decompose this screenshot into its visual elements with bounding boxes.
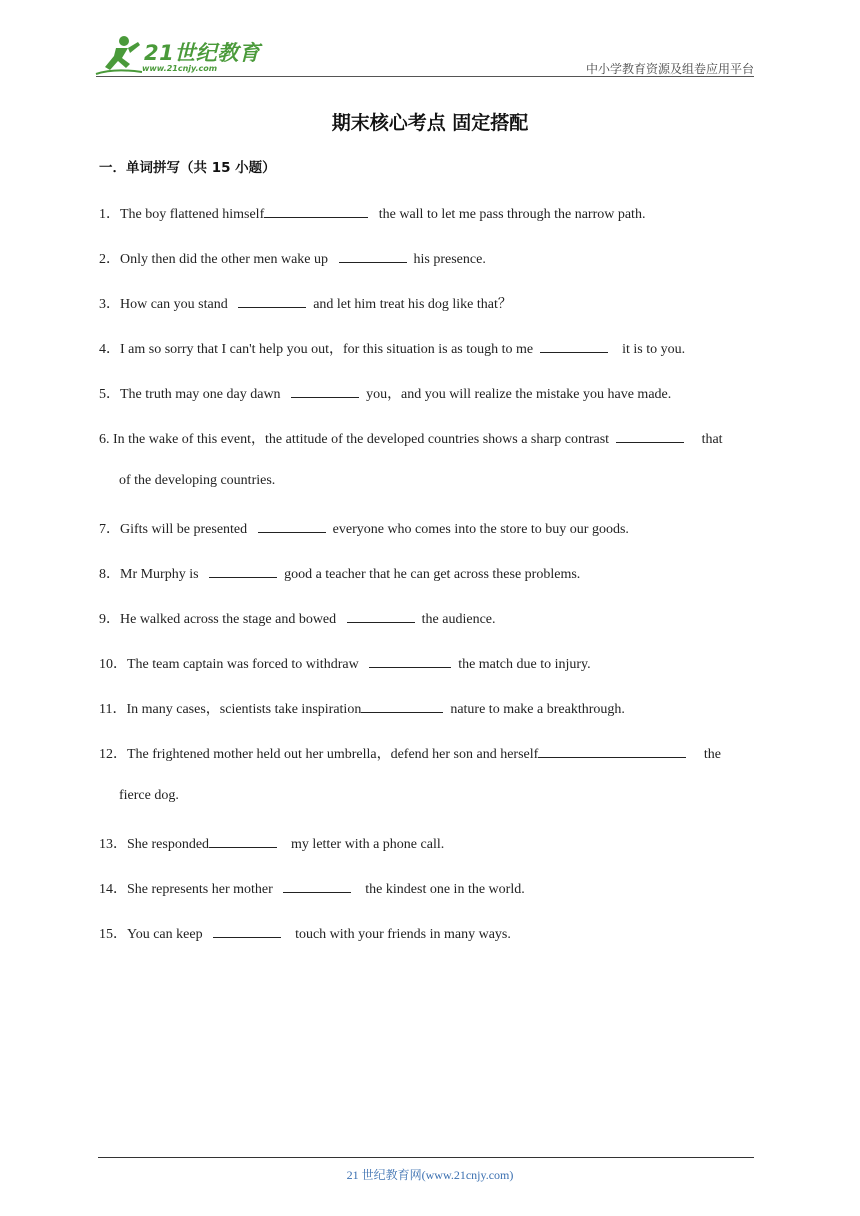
question-text: 1．The boy flattened himself — [99, 207, 265, 222]
question-4 — [99, 338, 685, 358]
question-text: 8．Mr Murphy is — [99, 567, 210, 582]
answer-blank[interactable] — [616, 429, 684, 443]
question-5 — [99, 383, 671, 403]
question-text: 10．The team captain was forced to withdraw — [99, 657, 370, 672]
question-text: the audience. — [414, 612, 496, 627]
question-2 — [99, 248, 486, 268]
question-text: 14．She represents her mother — [99, 882, 284, 897]
question-text: his presence. — [406, 252, 486, 267]
question-text: 12．The frightened mother held out her umbrella，defend her son and herself — [99, 747, 539, 762]
answer-blank[interactable] — [369, 654, 451, 668]
question-text: nature to make a breakthrough. — [443, 702, 625, 717]
answer-blank[interactable] — [264, 204, 368, 218]
question-text: 15．You can keep — [99, 927, 214, 942]
question-14 — [99, 878, 525, 898]
runner-icon — [94, 34, 144, 78]
question-1 — [99, 203, 645, 223]
question-text: the — [686, 747, 721, 762]
question-7 — [99, 518, 629, 538]
question-12-continued: fierce dog. — [119, 788, 179, 803]
question-8 — [99, 563, 580, 583]
question-15 — [99, 923, 511, 943]
question-text: touch with your friends in many ways. — [281, 927, 511, 942]
question-text: good a teacher that he can get across these problems. — [277, 567, 581, 582]
answer-blank[interactable] — [291, 384, 359, 398]
answer-blank[interactable] — [283, 879, 351, 893]
answer-blank[interactable] — [540, 339, 608, 353]
question-text: 7．Gifts will be presented — [99, 522, 258, 537]
question-text: 4．I am so sorry that I can't help you out，for this situation is as tough to me — [99, 342, 541, 357]
question-text: the wall to let me pass through the narrow path. — [368, 207, 646, 222]
answer-blank[interactable] — [238, 294, 306, 308]
question-text: 5．The truth may one day dawn — [99, 387, 292, 402]
site-logo[interactable] — [94, 34, 264, 78]
question-text: 9．He walked across the stage and bowed — [99, 612, 347, 627]
logo-url: www.21cnjy.com — [142, 64, 218, 73]
page-title: 期末核心考点 固定搭配 — [331, 112, 529, 134]
question-6 — [99, 428, 723, 448]
answer-blank[interactable] — [347, 609, 415, 623]
logo-text: 21世纪教育 — [144, 41, 261, 65]
question-text: 3．How can you stand — [99, 297, 239, 312]
answer-blank[interactable] — [361, 699, 443, 713]
question-text: everyone who comes into the store to buy our goods. — [325, 522, 629, 537]
section-heading: 一．单词拼写（共 15 小题） — [99, 160, 276, 176]
question-text: it is to you. — [608, 342, 686, 357]
platform-name: 中小学教育资源及组卷应用平台 — [585, 62, 754, 76]
answer-blank[interactable] — [213, 924, 281, 938]
question-text: you，and you will realize the mistake you have made. — [359, 387, 672, 402]
header-divider — [96, 76, 754, 77]
question-text: the match due to injury. — [451, 657, 591, 672]
question-11 — [99, 698, 625, 718]
answer-blank[interactable] — [258, 519, 326, 533]
question-text: 13．She responded — [99, 837, 210, 852]
question-text: my letter with a phone call. — [277, 837, 445, 852]
question-3 — [99, 293, 512, 313]
answer-blank[interactable] — [209, 564, 277, 578]
answer-blank[interactable] — [538, 744, 686, 758]
question-text: and let him treat his dog like that？ — [306, 297, 512, 312]
question-text: 11．In many cases，scientists take inspiration — [99, 702, 362, 717]
question-6-continued: of the developing countries. — [119, 473, 276, 488]
question-text: 6. In the wake of this event，the attitude of the developed countries shows a sharp contrast — [99, 432, 617, 447]
question-text: 2．Only then did the other men wake up — [99, 252, 339, 267]
question-text: that — [684, 432, 723, 447]
question-13 — [99, 833, 444, 853]
question-10 — [99, 653, 591, 673]
page-header — [0, 0, 860, 80]
question-9 — [99, 608, 496, 628]
answer-blank[interactable] — [209, 834, 277, 848]
answer-blank[interactable] — [339, 249, 407, 263]
question-text: the kindest one in the world. — [351, 882, 525, 897]
question-12 — [99, 743, 721, 763]
footer-divider — [98, 1157, 754, 1158]
footer-link[interactable]: 21 世纪教育网(www.21cnjy.com) — [346, 1168, 514, 1182]
